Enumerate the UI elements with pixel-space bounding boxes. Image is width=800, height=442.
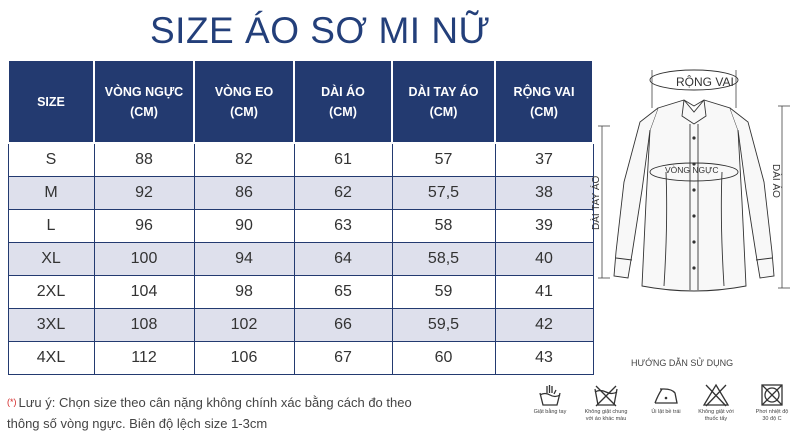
care-caption: Ủi lật bề trái: [651, 409, 681, 415]
column-header: [294, 60, 392, 143]
measurement-cell: 43: [495, 341, 593, 374]
measurement-cell: 112: [94, 341, 194, 374]
care-item-hand-wash: [524, 383, 576, 416]
table-row: [8, 308, 593, 341]
table-body: [8, 143, 593, 374]
table-row: [8, 143, 593, 176]
shoulder-width-label: RỘNG VAI: [676, 75, 734, 89]
hand-wash-icon: [537, 383, 563, 407]
note-line-2: thông số vòng ngực. Biên độ lệch size 1-3cm: [7, 416, 268, 431]
measurement-cell: 104: [94, 275, 194, 308]
column-header-unit: (CM): [329, 104, 357, 119]
size-note: [7, 392, 527, 434]
size-cell: L: [8, 209, 94, 242]
measurement-cell: 108: [94, 308, 194, 341]
table-header-row: [8, 60, 593, 143]
dry-30-icon: [759, 383, 785, 407]
measurement-cell: 59: [392, 275, 495, 308]
measurement-cell: 90: [194, 209, 294, 242]
size-cell: 3XL: [8, 308, 94, 341]
care-item-no-mixed-wash: [580, 383, 632, 423]
measurement-cell: 63: [294, 209, 392, 242]
measurement-cell: 58: [392, 209, 495, 242]
measurement-cell: 57: [392, 143, 495, 176]
care-instructions-title: HƯỚNG DẪN SỬ DỤNG: [631, 358, 734, 368]
sleeve-length-label: DÀI TAY ÁO: [591, 175, 602, 230]
care-caption: Giặt bằng tay: [533, 409, 567, 415]
column-header-label: VÒNG NGỰC: [104, 84, 184, 99]
column-header: [94, 60, 194, 143]
measurement-cell: 66: [294, 308, 392, 341]
table-row: [8, 209, 593, 242]
measurement-cell: 41: [495, 275, 593, 308]
measurement-cell: 102: [194, 308, 294, 341]
column-header: [392, 60, 495, 143]
no-mixed-wash-icon: [591, 383, 621, 407]
measurement-cell: 88: [94, 143, 194, 176]
measurement-cell: 62: [294, 176, 392, 209]
page-title: SIZE ÁO SƠ MI NỮ: [150, 10, 491, 51]
table-row: [8, 341, 593, 374]
measurement-cell: 42: [495, 308, 593, 341]
measurement-cell: 82: [194, 143, 294, 176]
care-caption: Phơi nhiệt độ: [755, 409, 789, 415]
care-caption: 30 độ C: [762, 416, 782, 422]
table-row: [8, 176, 593, 209]
column-header-label: RỘNG VAI: [513, 84, 575, 99]
size-table: [7, 59, 594, 375]
column-header-label: DÀI ÁO: [321, 84, 365, 99]
care-caption: Không giặt với: [698, 409, 734, 415]
column-header-label: VÒNG EO: [214, 84, 274, 99]
measurement-cell: 98: [194, 275, 294, 308]
care-item-no-bleach: [690, 383, 742, 423]
column-header-label: SIZE: [37, 94, 65, 109]
column-header-label: DÀI TAY ÁO: [408, 84, 479, 99]
note-line-1: Lưu ý: Chọn size theo cân nặng không chính xác bằng cách đo theo: [18, 395, 412, 410]
measurement-cell: 65: [294, 275, 392, 308]
size-cell: S: [8, 143, 94, 176]
care-item-dry-30: [746, 383, 798, 423]
column-header-unit: (CM): [429, 104, 458, 119]
column-header-unit: (CM): [130, 104, 158, 119]
measurement-cell: 40: [495, 242, 593, 275]
measurement-cell: 61: [294, 143, 392, 176]
care-caption: Không giặt chung: [584, 409, 628, 415]
measurement-cell: 100: [94, 242, 194, 275]
measurement-cell: 39: [495, 209, 593, 242]
measurement-cell: 38: [495, 176, 593, 209]
size-cell: XL: [8, 242, 94, 275]
care-item-iron: [640, 383, 692, 416]
column-header-unit: (CM): [230, 104, 258, 119]
measurement-cell: 37: [495, 143, 593, 176]
column-header: [8, 60, 94, 143]
measurement-cell: 57,5: [392, 176, 495, 209]
measurement-cell: 86: [194, 176, 294, 209]
shirt-length-label: DÀI ÁO: [770, 164, 781, 198]
measurement-cell: 58,5: [392, 242, 495, 275]
measurement-cell: 67: [294, 341, 392, 374]
size-cell: 4XL: [8, 341, 94, 374]
measurement-cell: 94: [194, 242, 294, 275]
measurement-cell: 106: [194, 341, 294, 374]
measurement-cell: 59,5: [392, 308, 495, 341]
measurement-cell: 92: [94, 176, 194, 209]
chest-label: VÒNG NGỰC: [665, 165, 719, 175]
size-cell: M: [8, 176, 94, 209]
measurement-cell: 64: [294, 242, 392, 275]
no-bleach-icon: [702, 383, 730, 407]
iron-icon: [652, 383, 680, 407]
measurement-cell: 96: [94, 209, 194, 242]
size-cell: 2XL: [8, 275, 94, 308]
table-row: [8, 242, 593, 275]
care-caption: với áo khác màu: [585, 416, 627, 422]
column-header-unit: (CM): [530, 104, 558, 119]
note-marker: (*): [7, 397, 17, 407]
table-row: [8, 275, 593, 308]
column-header: [495, 60, 593, 143]
measurement-cell: 60: [392, 341, 495, 374]
column-header: [194, 60, 294, 143]
care-caption: thuốc tẩy: [704, 416, 728, 422]
